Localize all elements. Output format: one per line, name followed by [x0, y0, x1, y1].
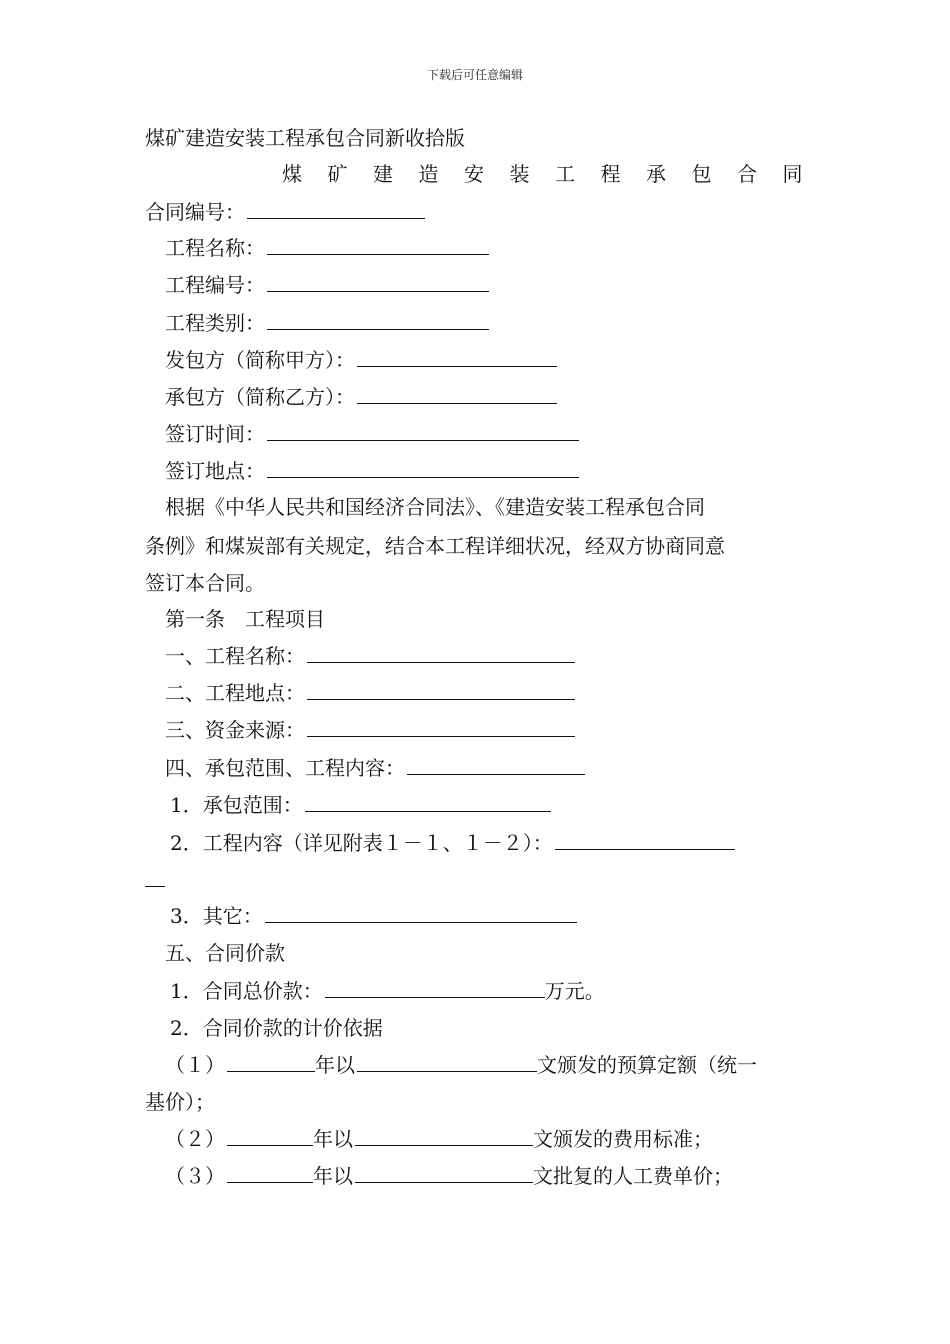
blank-line [325, 979, 545, 998]
price-label: 1．合同总价款： [170, 979, 323, 1003]
blank-line [307, 644, 575, 663]
blank-line [355, 1164, 533, 1183]
basis-number: （３） [165, 1164, 225, 1188]
blank-line [357, 348, 557, 367]
field-party-b [165, 385, 825, 409]
field-label: 合同编号： [145, 200, 245, 224]
field-label: 签订时间： [165, 422, 265, 446]
page-header: 下载后可任意编辑 [426, 68, 523, 82]
blank-line [227, 1164, 313, 1183]
price-basis-heading: 2．合同价款的计价依据 [170, 1016, 383, 1040]
basis-year: 年以 [313, 1164, 353, 1188]
field-label: 工程名称： [165, 236, 265, 260]
basis-text: 文颁发的费用标准； [533, 1127, 713, 1151]
basis-number: （２） [165, 1127, 225, 1151]
basis-year: 年以 [315, 1053, 355, 1077]
price-total [170, 979, 830, 1003]
basis-1-continued: 基价）； [145, 1090, 215, 1114]
item-label: 四、承包范围、工程内容： [165, 756, 405, 780]
blank-line [227, 1053, 315, 1072]
field-party-a [165, 348, 825, 372]
field-contract-no [145, 200, 805, 224]
blank-line [247, 200, 425, 219]
sub-content-continued [145, 868, 805, 892]
basis-number: （１） [165, 1053, 225, 1077]
item-label: 二、工程地点： [165, 681, 305, 705]
blank-line [305, 793, 551, 812]
intro-line-3: 签订本合同。 [145, 571, 265, 595]
item-fund-source [165, 718, 825, 742]
blank-line [307, 681, 575, 700]
basis-1 [165, 1053, 825, 1077]
basis-text: 文批复的人工费单价； [533, 1164, 733, 1188]
blank-line [227, 1127, 313, 1146]
item-project-place [165, 681, 825, 705]
blank-line [267, 459, 579, 478]
basis-2 [165, 1127, 825, 1151]
basis-3 [165, 1164, 825, 1188]
blank-line [357, 385, 557, 404]
blank-line [267, 422, 579, 441]
basis-year: 年以 [313, 1127, 353, 1151]
blank-line [407, 756, 585, 775]
item-contract-price: 五、合同价款 [165, 941, 285, 965]
blank-line [267, 311, 489, 330]
field-label: 工程编号： [165, 273, 265, 297]
field-label: 工程类别： [165, 311, 265, 335]
sub-content [170, 831, 830, 855]
blank-line [145, 868, 165, 887]
field-project-name [165, 236, 825, 260]
blank-line [555, 831, 735, 850]
price-unit: 万元。 [544, 979, 605, 1003]
sub-scope [170, 793, 830, 817]
intro-line-2: 条例》和煤炭部有关规定，结合本工程详细状况，经双方协商同意 [145, 534, 725, 558]
field-label: 承包方（简称乙方）： [165, 385, 355, 409]
blank-line [267, 273, 489, 292]
field-label: 签订地点： [165, 459, 265, 483]
field-label: 发包方（简称甲方）： [165, 348, 355, 372]
field-project-type [165, 311, 825, 335]
blank-line [265, 904, 577, 923]
blank-line [357, 1053, 537, 1072]
blank-line [307, 718, 575, 737]
article-1-title: 第一条 工程项目 [165, 607, 325, 631]
field-sign-place [165, 459, 825, 483]
intro-line-1: 根据《中华人民共和国经济合同法》、《建造安装工程承包合同 [165, 495, 705, 519]
item-label: 三、资金来源： [165, 718, 305, 742]
item-project-name [165, 644, 825, 668]
sub-label: 2．工程内容（详见附表１－１、１－２）： [170, 831, 553, 855]
document-title: 煤矿建造安装工程承包合同新收拾版 [145, 126, 465, 150]
field-project-no [165, 273, 825, 297]
basis-text: 文颁发的预算定额（统一 [537, 1053, 757, 1077]
sub-label: 1．承包范围： [170, 793, 303, 817]
blank-line [267, 236, 489, 255]
sub-other [170, 904, 830, 928]
blank-line [355, 1127, 533, 1146]
contract-title-text: 煤矿建造安装工程承包合同 [282, 162, 828, 186]
field-sign-time [165, 422, 825, 446]
item-label: 一、工程名称： [165, 644, 305, 668]
item-scope-content [165, 756, 825, 780]
contract-title [282, 162, 942, 186]
sub-label: 3．其它： [170, 904, 263, 928]
